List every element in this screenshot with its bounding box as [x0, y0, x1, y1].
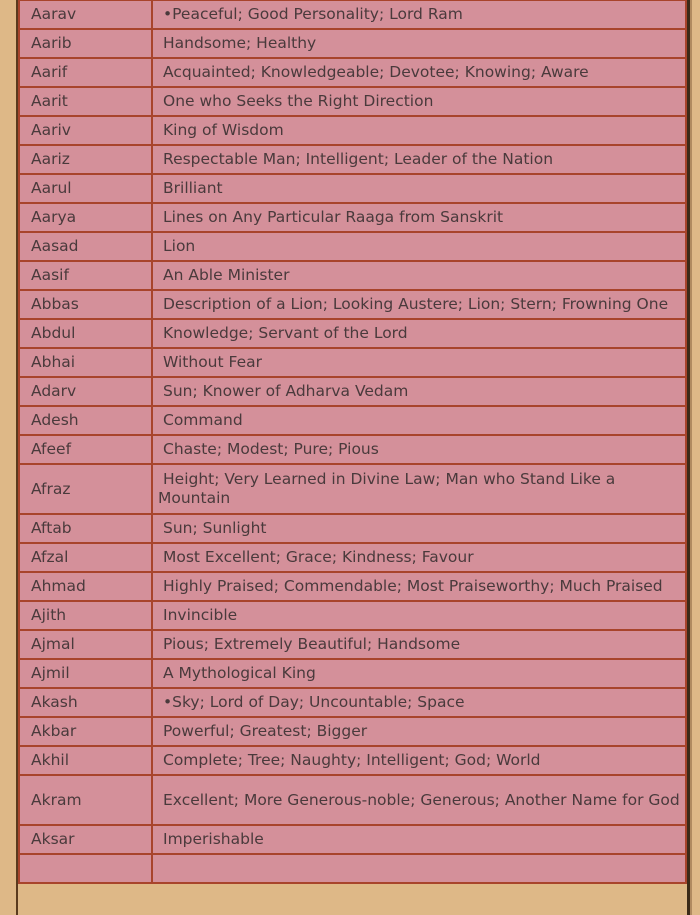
name-cell: Aarul — [19, 174, 152, 203]
table-row — [19, 0, 686, 29]
name-cell: Afraz — [19, 464, 152, 514]
table-row — [19, 145, 686, 174]
meaning-cell: Pious; Extremely Beautiful; Handsome — [152, 630, 686, 659]
meaning-cell: Invincible — [152, 601, 686, 630]
meaning-cell: •Sky; Lord of Day; Uncountable; Space — [152, 688, 686, 717]
table-row — [19, 572, 686, 601]
table-row — [19, 825, 686, 854]
name-cell: Akhil — [19, 746, 152, 775]
page-right-rule-shadow — [690, 0, 692, 915]
table-row — [19, 746, 686, 775]
name-cell: Aariz — [19, 145, 152, 174]
meaning-cell: Command — [152, 406, 686, 435]
meaning-cell: Knowledge; Servant of the Lord — [152, 319, 686, 348]
table-row — [19, 630, 686, 659]
name-cell: Ajmil — [19, 659, 152, 688]
meaning-cell: Highly Praised; Commendable; Most Praiseworthy; Much Praised — [152, 572, 686, 601]
name-cell: Aarif — [19, 58, 152, 87]
name-cell: Abbas — [19, 290, 152, 319]
meaning-cell: •Peaceful; Good Personality; Lord Ram — [152, 0, 686, 29]
table-row — [19, 717, 686, 746]
table-row-partial — [19, 854, 686, 883]
meaning-cell: Without Fear — [152, 348, 686, 377]
name-cell: Ajith — [19, 601, 152, 630]
name-cell: Aarib — [19, 29, 152, 58]
table-row — [19, 464, 686, 514]
meaning-cell: Sun; Sunlight — [152, 514, 686, 543]
meaning-cell — [152, 854, 686, 883]
table-row — [19, 348, 686, 377]
table-row — [19, 319, 686, 348]
name-cell: Ahmad — [19, 572, 152, 601]
meaning-cell: Description of a Lion; Looking Austere; Lion; Stern; Frowning One — [152, 290, 686, 319]
name-cell: Aarit — [19, 87, 152, 116]
meaning-cell: Complete; Tree; Naughty; Intelligent; God; World — [152, 746, 686, 775]
name-cell: Aasad — [19, 232, 152, 261]
meaning-cell: A Mythological King — [152, 659, 686, 688]
table-row — [19, 435, 686, 464]
meaning-cell: Chaste; Modest; Pure; Pious — [152, 435, 686, 464]
table-row — [19, 543, 686, 572]
name-cell: Aftab — [19, 514, 152, 543]
table-row — [19, 203, 686, 232]
meaning-cell: Height; Very Learned in Divine Law; Man who Stand Like a Mountain — [152, 464, 686, 514]
table-row — [19, 174, 686, 203]
name-cell: Aariv — [19, 116, 152, 145]
table-row — [19, 688, 686, 717]
meaning-cell: Powerful; Greatest; Bigger — [152, 717, 686, 746]
meaning-cell: Excellent; More Generous-noble; Generous; Another Name for God — [152, 775, 686, 825]
meaning-cell: Lion — [152, 232, 686, 261]
table-row — [19, 514, 686, 543]
name-cell: Afeef — [19, 435, 152, 464]
name-cell: Akram — [19, 775, 152, 825]
name-cell: Aarya — [19, 203, 152, 232]
meaning-cell: King of Wisdom — [152, 116, 686, 145]
name-cell: Adesh — [19, 406, 152, 435]
table-row — [19, 377, 686, 406]
table-row — [19, 116, 686, 145]
table-row — [19, 601, 686, 630]
meaning-cell: Handsome; Healthy — [152, 29, 686, 58]
table-row — [19, 87, 686, 116]
meaning-cell: Acquainted; Knowledgeable; Devotee; Knowing; Aware — [152, 58, 686, 87]
table-row — [19, 659, 686, 688]
name-cell: Abhai — [19, 348, 152, 377]
table-row — [19, 58, 686, 87]
name-cell: Aksar — [19, 825, 152, 854]
name-cell: Adarv — [19, 377, 152, 406]
table-row — [19, 261, 686, 290]
table-row — [19, 775, 686, 825]
meaning-cell: Lines on Any Particular Raaga from Sanskrit — [152, 203, 686, 232]
name-cell: Ajmal — [19, 630, 152, 659]
table-row — [19, 232, 686, 261]
name-cell: Afzal — [19, 543, 152, 572]
meaning-cell: One who Seeks the Right Direction — [152, 87, 686, 116]
meaning-cell: Sun; Knower of Adharva Vedam — [152, 377, 686, 406]
meaning-cell: Respectable Man; Intelligent; Leader of the Nation — [152, 145, 686, 174]
name-cell — [19, 854, 152, 883]
meaning-cell: Brilliant — [152, 174, 686, 203]
table-row — [19, 29, 686, 58]
name-cell: Aarav — [19, 0, 152, 29]
name-cell: Akash — [19, 688, 152, 717]
table-row — [19, 406, 686, 435]
name-cell: Akbar — [19, 717, 152, 746]
meaning-cell: Most Excellent; Grace; Kindness; Favour — [152, 543, 686, 572]
meaning-cell: Imperishable — [152, 825, 686, 854]
baby-names-table — [18, 0, 687, 884]
table-row — [19, 290, 686, 319]
name-cell: Abdul — [19, 319, 152, 348]
meaning-cell: An Able Minister — [152, 261, 686, 290]
name-cell: Aasif — [19, 261, 152, 290]
